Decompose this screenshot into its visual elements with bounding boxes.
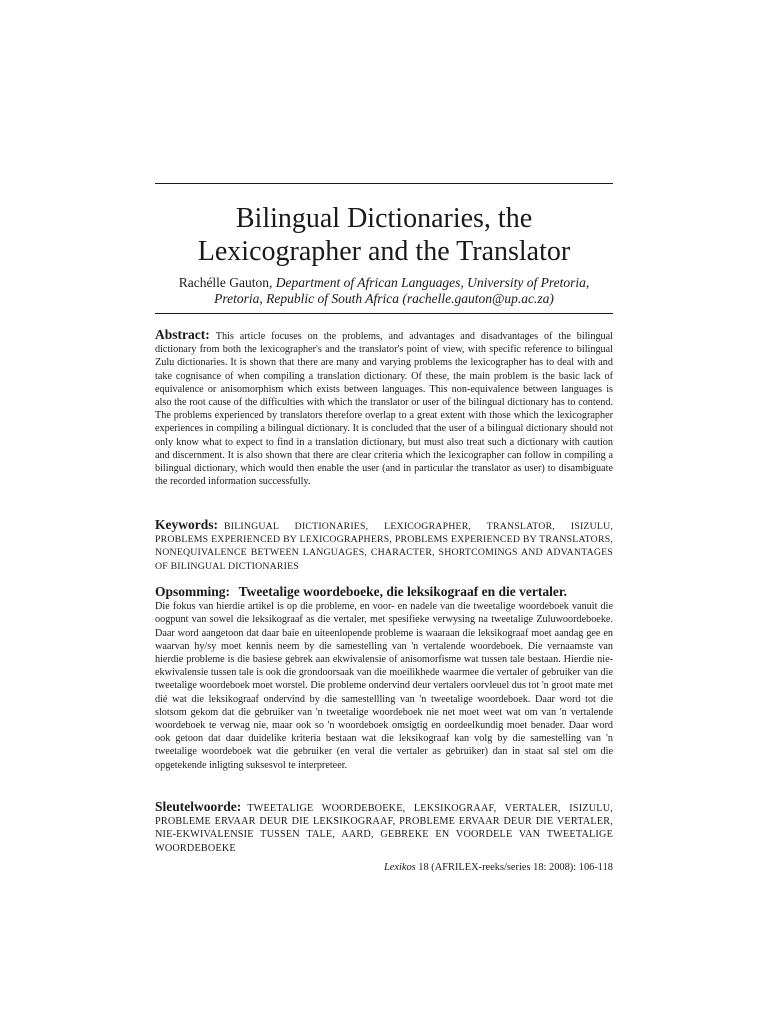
opsomming-section [155, 585, 613, 772]
opsomming-text: Die fokus van hierdie artikel is op die probleme, en voor- en nadele van die tweetalige woordeboek vanuit die oogpunt van sowel die leksikograaf as die vertaler, met spesifieke verwysing na tweetalige Zuluwoordeboeke. Daar word aangetoon dat daar baie en uiteenlopende probleme is waaraan die leksikograaf moet aandag gee en waarvan hy/sy moet kennis neem by die samestelling van 'n vertalende woordeboek. Die vernaamste van hierdie probleme is die basiese gebrek aan ekwivalensie of anisomorfisme wat tussen tale bestaan. Hierdie nie-ekwivalensie tussen tale is ook die grondoorsaak van die moeilikhede waarmee die vertaler of gebruiker van die tweetalige woordeboek moet worstel. Die probleme ondervind deur vertalers oorvleuel dus tot 'n groot mate met dié wat die leksikograaf ondervind by die samestellling van 'n tweetalige woordeboek. Daar word tot die slotsom gekom dat die gebruiker van 'n tweetalige woordeboek nie net moet weet wat om van 'n vertalende woordeboek te verwag nie, maar ook so 'n woordeboek omsigtig en oordeelkundig moet benader. Daar word ook getoon dat daar duidelike kriteria bestaan wat die leksikograaf kan volg by die samestelling van 'n tweetalige woordeboek wat die gebruiker (en veral die vertaler as gebruiker) dan in staat sal stel om die opgetekende inligting suksesvol te interpreteer. [155, 601, 613, 771]
sleutelwoorde-heading: Sleutelwoorde: [155, 799, 242, 814]
author-block [155, 275, 613, 307]
keywords-text: BILINGUAL DICTIONARIES, LEXICOGRAPHER, TRANSLATOR, ISIZULU, PROBLEMS EXPERIENCED BY LEXICOGRAPHERS, PROBLEMS EXPERIENCED BY TRANSLATORS, NONEQUIVALENCE BETWEEN LANGUAGES, CHARACTER, SHORTCOMINGS AND ADVANTAGES OF BILINGUAL DICTIONARIES [155, 521, 613, 572]
citation-details: 18 (AFRILEX-reeks/series 18: 2008): 106-118 [415, 862, 613, 873]
keywords-heading: Keywords: [155, 517, 218, 532]
abstract-heading: Abstract: [155, 327, 210, 342]
opsomming-heading: Opsomming: [155, 584, 231, 599]
sleutelwoorde-text: TWEETALIGE WOORDEBOEKE, LEKSIKOGRAAF, VERTALER, ISIZULU, PROBLEME ERVAAR DEUR DIE LEKSIKOGRAAF, PROBLEME ERVAAR DEUR DIE VERTALER, NIE-EKWIVALENSIE TUSSEN TALE, AARD, GEBREKE EN VOORDELE VAN TWEETALIGE WOORDEBOEKE [155, 803, 613, 854]
author-affiliation-address: Pretoria, Republic of South Africa (rachelle.gauton@up.ac.za) [214, 291, 554, 306]
keywords-section [155, 518, 613, 573]
journal-name: Lexikos [383, 862, 416, 873]
title-line-1: Bilingual Dictionaries, the [235, 203, 533, 234]
opsomming-title: Tweetalige woordeboeke, die leksikograaf en die vertaler. [238, 584, 568, 599]
header-rule [155, 313, 613, 314]
top-rule [155, 183, 613, 184]
title-line-2: Lexicographer and the Translator [197, 236, 571, 267]
abstract-section [155, 328, 613, 488]
paper-title [155, 202, 613, 268]
author-affiliation: , Department of African Languages, University of Pretoria, [269, 275, 590, 290]
journal-citation [155, 861, 613, 874]
author-name: Rachélle Gauton [178, 275, 270, 290]
abstract-text: This article focuses on the problems, and advantages and disadvantages of the bilingual dictionary from both the lexicographer's and the translator's point of view, with specific reference to bilingual Zulu dictionaries. It is shown that there are many and varying problems the lexicographer has to deal with and take cognisance of when compiling a translation dictionary. Of these, the main problem is the basic lack of equivalence or anisomorphism which exists between languages. This non-equivalence between languages is also the root cause of the difficulties with which the translator or user of the bilingual dictionary has to contend. The problems experienced by translators therefore overlap to a great extent with those which the lexicographer experiences in compiling a bilingual dictionary. It is concluded that the user of a bilingual dictionary should not only know what to expect to find in a translation dictionary, but must also treat such a dictionary with caution and discernment. It is also shown that there are clear criteria which the lexicographer can follow in compiling a bilingual dictionary, which would then enable the user (and in particular the translator as user) to disambiguate the recorded information successfully. [155, 331, 613, 488]
sleutelwoorde-section [155, 800, 613, 855]
